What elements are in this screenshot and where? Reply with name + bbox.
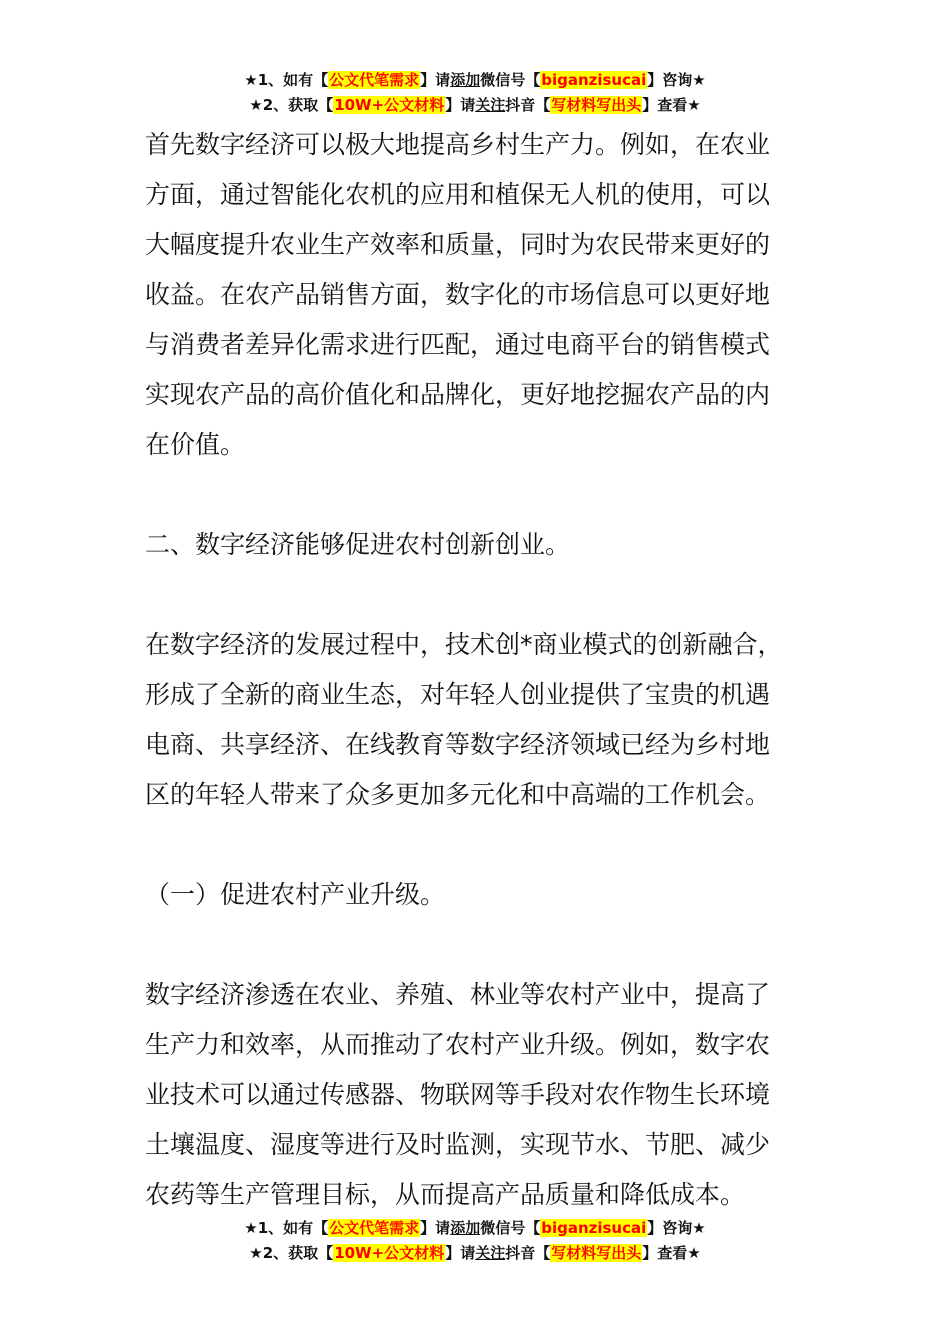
text-line: 业技术可以通过传感器、物联网等手段对农作物生长环境	[145, 1080, 771, 1109]
text-line: 在价值。	[145, 430, 246, 459]
text-line: 大幅度提升农业生产效率和质量，同时为农民带来更好的	[145, 230, 771, 259]
paragraph-innovation	[145, 620, 815, 820]
text-line: 收益。在农产品销售方面，数字化的市场信息可以更好地	[145, 280, 771, 309]
banner-line-1: ★1、如有【公文代笔需求】请添加微信号【biganzisucai】咨询★	[244, 1219, 706, 1237]
banner-line-1: ★1、如有【公文代笔需求】请添加微信号【biganzisucai】咨询★	[244, 71, 706, 89]
paragraph-productivity	[145, 120, 815, 470]
document-body	[145, 120, 815, 1220]
text-line: 方面，通过智能化农机的应用和植保无人机的使用，可以	[145, 180, 771, 209]
text-line: 实现农产品的高价值化和品牌化，更好地挖掘农产品的内	[145, 380, 771, 409]
banner-line-2: ★2、获取【10W+公文材料】请关注抖音【写材料写出头】查看★	[249, 96, 701, 114]
text-line: 在数字经济的发展过程中，技术创*商业模式的创新融合，	[145, 630, 783, 659]
text-line: 生产力和效率，从而推动了农村产业升级。例如，数字农	[145, 1030, 771, 1059]
paragraph-industry-upgrade	[145, 970, 815, 1220]
highlight-materials: 10W+公文材料	[334, 96, 445, 114]
header-banner	[0, 68, 950, 118]
highlight-wechat-id: biganzisucai	[541, 71, 647, 89]
highlight-writing-service: 公文代笔需求	[329, 1219, 420, 1237]
text-line: 形成了全新的商业生态，对年轻人创业提供了宝贵的机遇	[145, 680, 771, 709]
text-line: 首先数字经济可以极大地提高乡村生产力。例如，在农业	[145, 130, 771, 159]
highlight-douyin-account: 写材料写出头	[551, 1244, 642, 1262]
subsection-heading-1: （一）促进农村产业升级。	[145, 880, 446, 909]
section-heading-2: 二、数字经济能够促进农村创新创业。	[145, 530, 571, 559]
banner-line-2: ★2、获取【10W+公文材料】请关注抖音【写材料写出头】查看★	[249, 1244, 701, 1262]
highlight-materials: 10W+公文材料	[334, 1244, 445, 1262]
highlight-wechat-id: biganzisucai	[541, 1219, 647, 1237]
highlight-douyin-account: 写材料写出头	[551, 96, 642, 114]
text-line: 与消费者差异化需求进行匹配，通过电商平台的销售模式	[145, 330, 771, 359]
highlight-writing-service: 公文代笔需求	[329, 71, 420, 89]
text-line: 土壤温度、湿度等进行及时监测，实现节水、节肥、减少	[145, 1130, 771, 1159]
text-line: 区的年轻人带来了众多更加多元化和中高端的工作机会。	[145, 780, 771, 809]
text-line: 数字经济渗透在农业、养殖、林业等农村产业中，提高了	[145, 980, 771, 1009]
text-line: 农药等生产管理目标，从而提高产品质量和降低成本。	[145, 1180, 746, 1209]
text-line: 电商、共享经济、在线教育等数字经济领域已经为乡村地	[145, 730, 771, 759]
footer-banner	[0, 1216, 950, 1266]
